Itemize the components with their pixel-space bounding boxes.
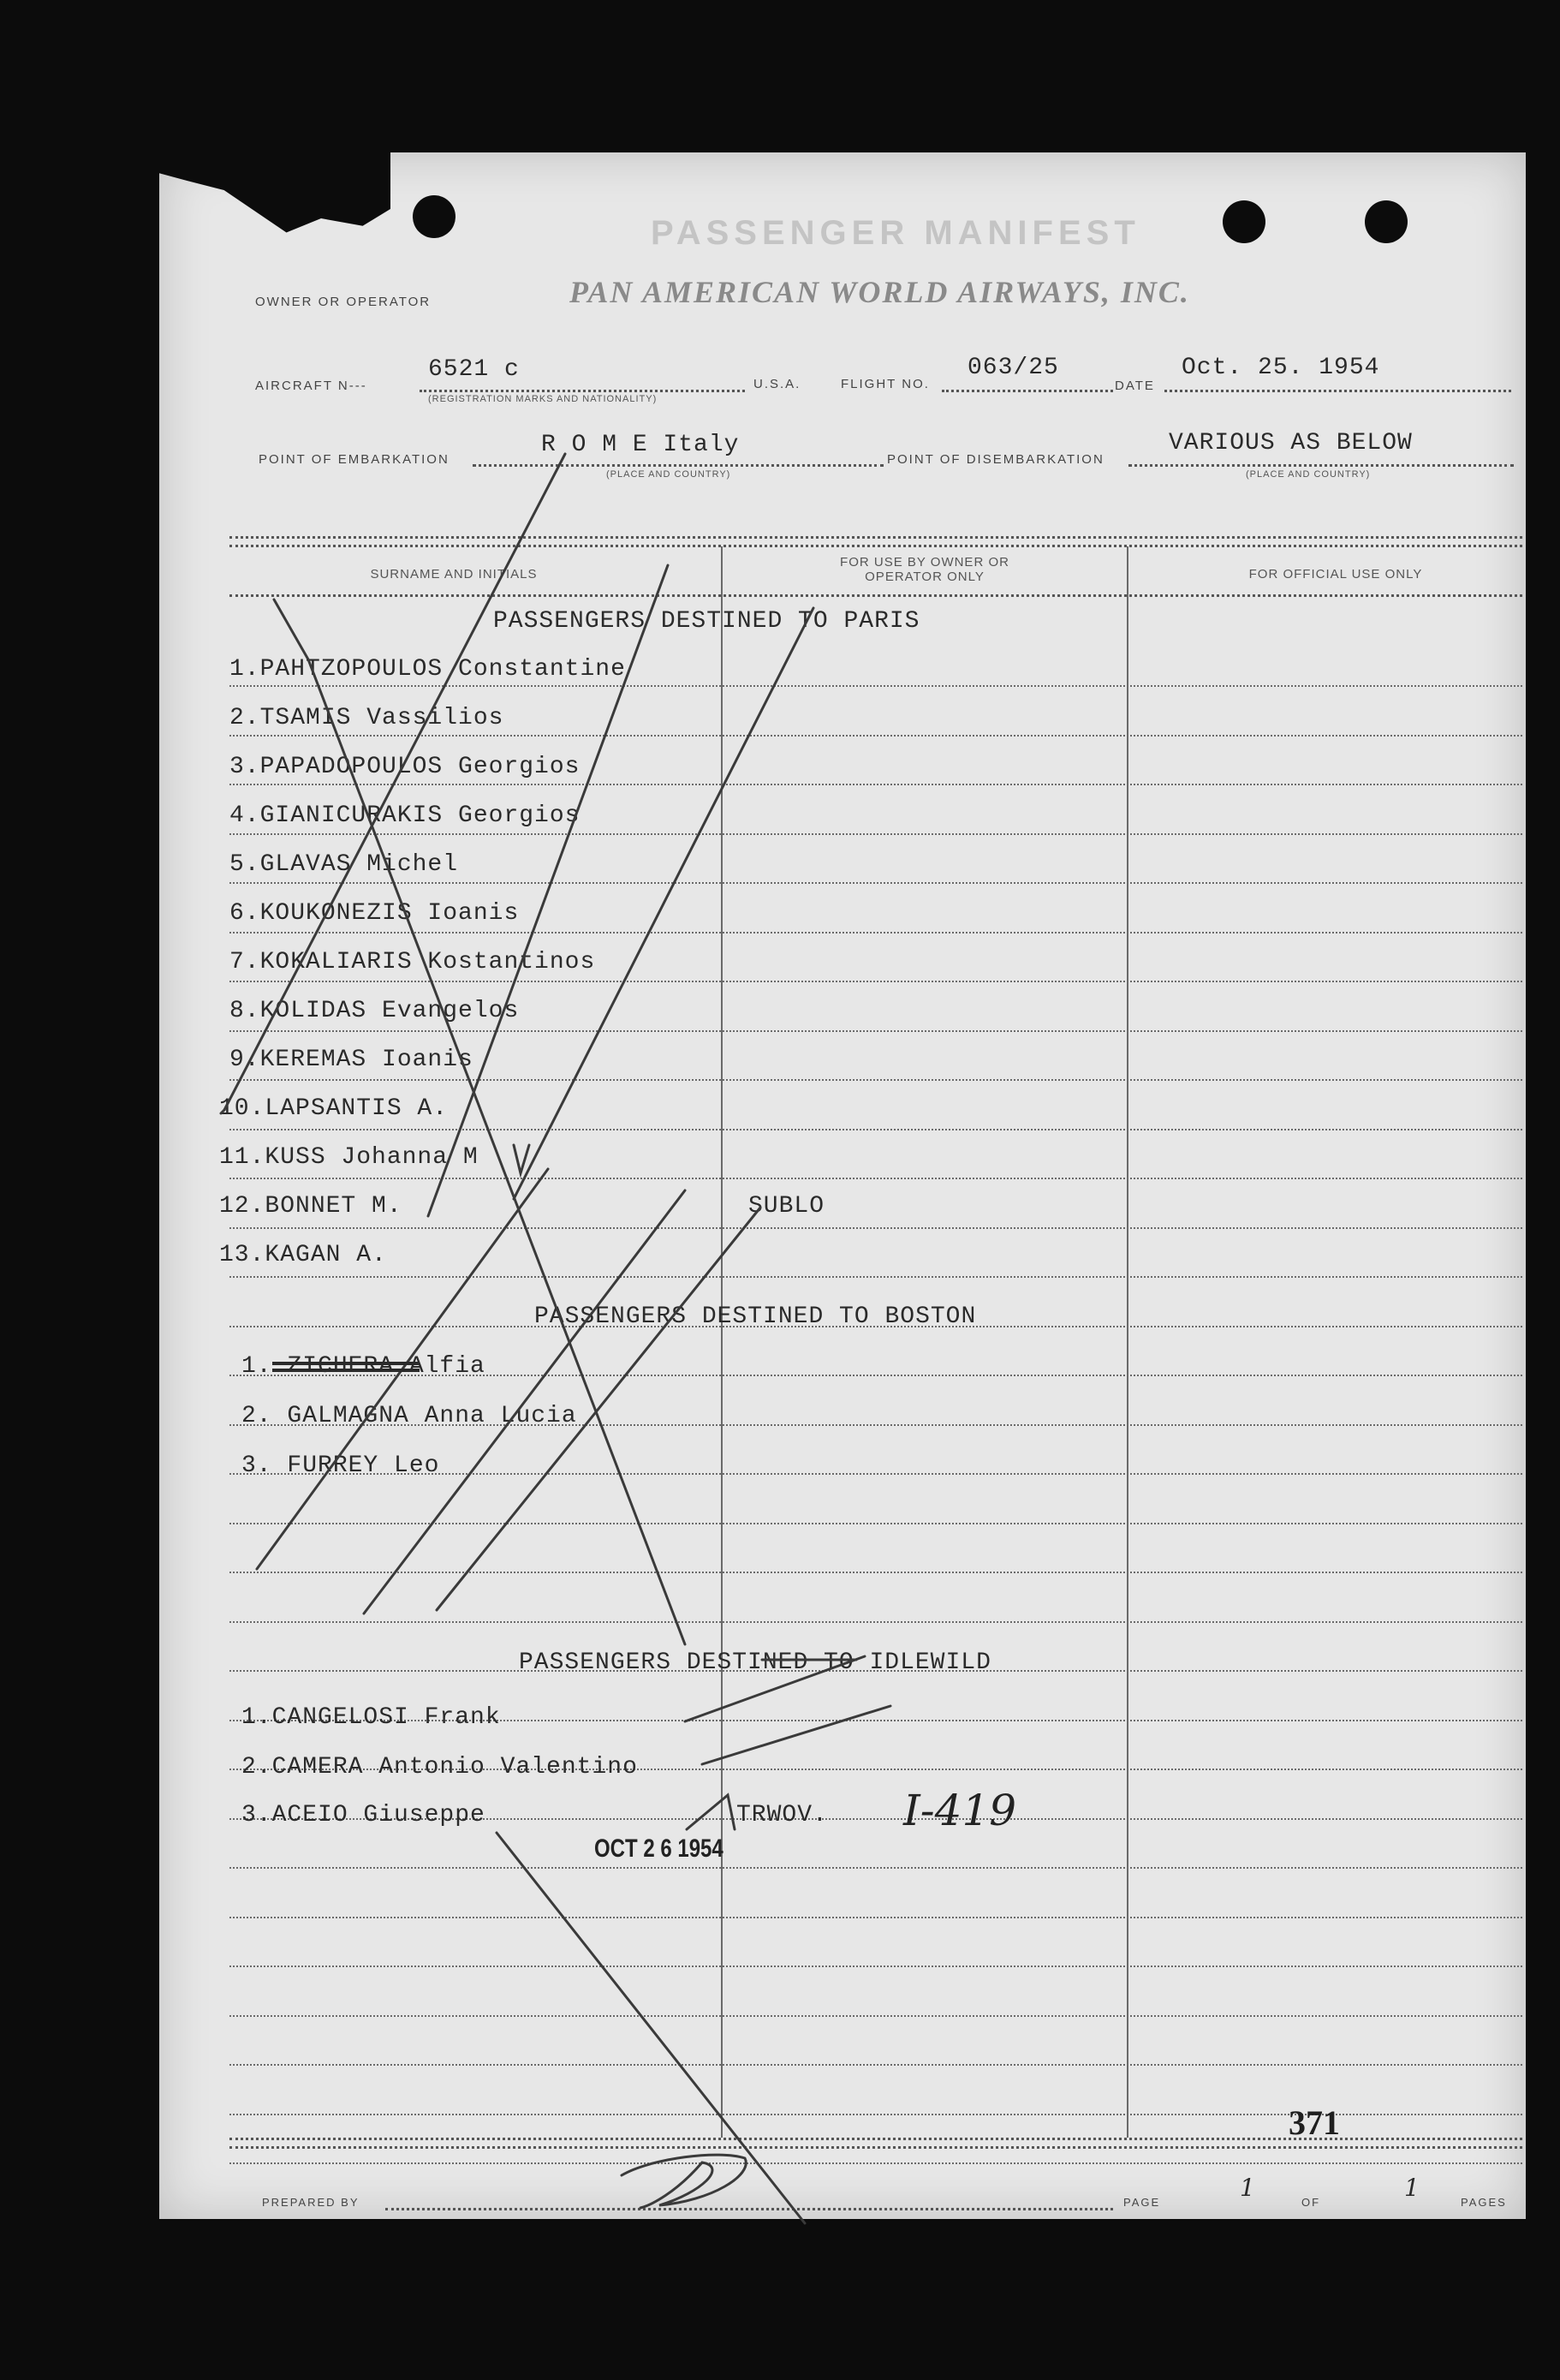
row-rule xyxy=(229,1030,1522,1032)
passenger-row: 4.GIANICURAKIS Georgios xyxy=(229,802,581,829)
punch-hole-right xyxy=(1365,200,1408,243)
row-rule xyxy=(229,2162,1522,2164)
pages-value: 1 xyxy=(1404,2174,1420,2202)
punch-hole-mid xyxy=(1223,200,1265,243)
passenger-row: 9.KEREMAS Ioanis xyxy=(229,1047,473,1073)
row-rule xyxy=(229,1917,1522,1918)
table-top-rule xyxy=(229,536,1522,539)
table-bottom-rule-2 xyxy=(229,2146,1522,2149)
disembark-note: (PLACE AND COUNTRY) xyxy=(1246,469,1371,480)
passenger-row: 11.KUSS Johanna M xyxy=(219,1144,479,1171)
passenger-row: 3.ACEIO Giuseppe xyxy=(241,1802,485,1828)
passenger-row: 12.BONNET M. xyxy=(219,1193,402,1220)
owner-label: OWNER OR OPERATOR xyxy=(255,295,432,309)
date-line xyxy=(1164,390,1511,392)
row-rule xyxy=(229,882,1522,884)
idlewild-heading: PASSENGERS DESTINED TO IDLEWILD xyxy=(519,1649,991,1676)
row-rule xyxy=(229,1523,1522,1524)
row-rule xyxy=(229,2015,1522,2017)
embark-label: POINT OF EMBARKATION xyxy=(259,452,450,467)
passenger-row: 5.GLAVAS Michel xyxy=(229,851,459,878)
disembark-value: VARIOUS AS BELOW xyxy=(1169,430,1413,456)
passenger-row: 7.KOKALIARIS Kostantinos xyxy=(229,949,596,975)
received-date-stamp: OCT 2 6 1954 xyxy=(594,1834,723,1863)
row-rule xyxy=(229,1227,1522,1229)
usa-label: U.S.A. xyxy=(753,377,801,391)
embark-note: (PLACE AND COUNTRY) xyxy=(606,469,731,480)
boston-heading: PASSENGERS DESTINED TO BOSTON xyxy=(534,1303,977,1330)
official-mark: I-419 xyxy=(903,1786,1017,1835)
passenger-row: 1.PAHTZOPOULOS Constantine xyxy=(229,656,626,683)
registration-note: (REGISTRATION MARKS AND NATIONALITY) xyxy=(428,394,658,404)
passenger-row: 3.PAPADOPOULOS Georgios xyxy=(229,754,581,780)
row-rule xyxy=(229,784,1522,785)
row-rule xyxy=(229,1178,1522,1179)
date-value: Oct. 25. 1954 xyxy=(1182,355,1380,381)
punch-hole-left xyxy=(413,195,455,238)
aircraft-value: 6521 c xyxy=(428,356,520,383)
page-label: PAGE xyxy=(1123,2196,1161,2209)
row-rule xyxy=(229,981,1522,982)
table-top-rule-2 xyxy=(229,545,1522,547)
pages-label: PAGES xyxy=(1461,2196,1507,2209)
passenger-row: 1. ZICHERA Alfia xyxy=(241,1353,485,1380)
of-label: OF xyxy=(1301,2196,1321,2209)
row-rule xyxy=(229,1129,1522,1130)
row-rule xyxy=(229,1965,1522,1967)
row-rule xyxy=(229,1867,1522,1869)
row-rule xyxy=(229,1276,1522,1278)
flight-line xyxy=(942,390,1113,392)
row-rule xyxy=(229,2064,1522,2066)
flight-label: FLIGHT NO. xyxy=(841,377,930,391)
passenger-row: 2.TSAMIS Vassilios xyxy=(229,705,504,731)
passenger-row: 2. GALMAGNA Anna Lucia xyxy=(241,1403,577,1429)
trwov-note: TRWOV. xyxy=(736,1802,828,1828)
passenger-row: 10.LAPSANTIS A. xyxy=(219,1095,449,1122)
form-title: PASSENGER MANIFEST xyxy=(651,214,1140,252)
paris-heading: PASSENGERS DESTINED TO PARIS xyxy=(493,608,920,635)
row-rule xyxy=(229,1572,1522,1573)
passenger-row: 6.KOUKONEZIS Ioanis xyxy=(229,900,520,927)
date-label: DATE xyxy=(1115,379,1155,393)
page-value: 1 xyxy=(1240,2174,1256,2202)
row-rule xyxy=(229,1079,1522,1081)
owner-name: PAN AMERICAN WORLD AIRWAYS, INC. xyxy=(569,275,1190,309)
flight-value: 063/25 xyxy=(968,355,1059,381)
sublo-note: SUBLO xyxy=(748,1193,825,1220)
col-owner-use: FOR USE BY OWNER OR OPERATOR ONLY xyxy=(840,555,1009,584)
passenger-row: 13.KAGAN A. xyxy=(219,1242,387,1268)
passenger-row: 2.CAMERA Antonio Valentino xyxy=(241,1754,638,1781)
prepared-by-label: PREPARED BY xyxy=(262,2196,360,2209)
table-bottom-rule xyxy=(229,2138,1522,2140)
table-header-rule xyxy=(229,594,1522,597)
col-official: FOR OFFICIAL USE ONLY xyxy=(1248,567,1423,582)
passenger-row: 8.KOLIDAS Evangelos xyxy=(229,998,520,1024)
embark-value: R O M E Italy xyxy=(541,432,740,458)
disembark-label: POINT OF DISEMBARKATION xyxy=(887,452,1105,467)
aircraft-line xyxy=(420,390,745,392)
passenger-row: 1.CANGELOSI Frank xyxy=(241,1704,501,1731)
col-surname: SURNAME AND INITIALS xyxy=(370,567,538,582)
row-rule xyxy=(229,685,1522,687)
row-rule xyxy=(229,833,1522,835)
prepared-by-line xyxy=(385,2208,1113,2210)
passenger-row: 3. FURREY Leo xyxy=(241,1452,440,1479)
disembark-line xyxy=(1128,464,1514,467)
page-number-stamp: 371 xyxy=(1289,2103,1340,2142)
embark-line xyxy=(473,464,884,467)
row-rule xyxy=(229,932,1522,934)
row-rule xyxy=(229,735,1522,737)
row-rule xyxy=(229,1621,1522,1623)
aircraft-label: AIRCRAFT N--- xyxy=(255,379,367,393)
